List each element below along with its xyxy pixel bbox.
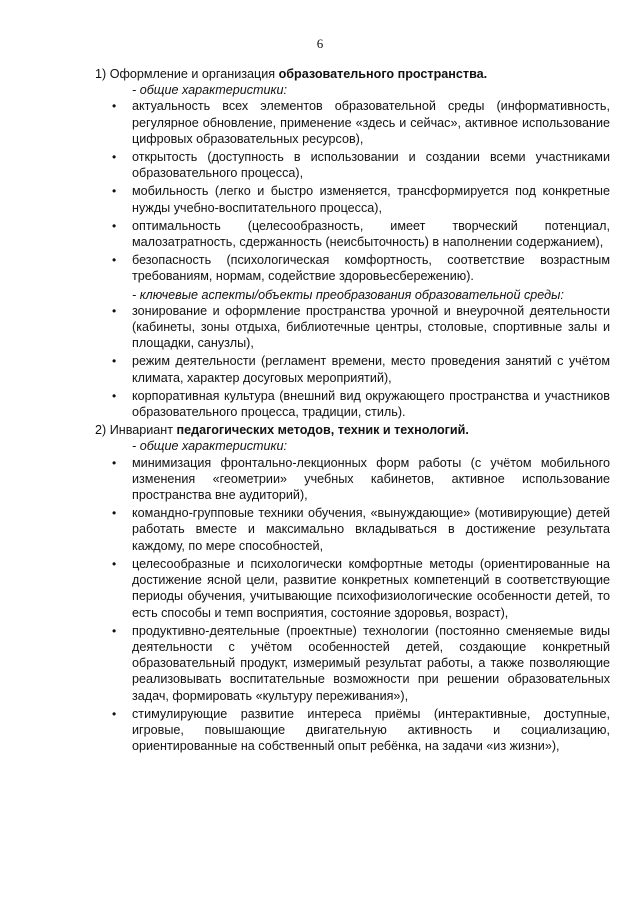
- document-body: [95, 66, 610, 756]
- section-1-title: Оформление и организация: [109, 67, 279, 81]
- section-2-general-list: [95, 455, 610, 755]
- list-item: • командно-групповые техники обучения, «вынуждающие» (мотивирующие) детей работать вместе и максимально вкладываться в достижение результата каждому, по мере способностей,: [112, 506, 610, 553]
- section-1-subheading-aspects: - ключевые аспекты/объекты преобразования образовательной среды:: [132, 287, 564, 302]
- bullet-icon: •: [112, 506, 117, 521]
- bullet-icon: •: [112, 556, 117, 571]
- bullet-icon: •: [112, 303, 117, 318]
- section-2-subheading-general: - общие характеристики:: [132, 439, 288, 454]
- section-2-title: Инвариант: [109, 423, 177, 438]
- list-item: • зонирование и оформление пространства урочной и внеурочной деятельности (кабинеты, зоны отдыха, библиотечные центры, столовые, спортивные залы и площадки, санузлы),: [112, 303, 610, 351]
- list-item: • актуальность всех элементов образовательной среды (информативность, регулярное обновление, применение «здесь и сейчас», активное использование цифровых образовательных ресурсов),: [112, 99, 610, 146]
- bullet-icon: •: [112, 354, 117, 369]
- list-item: • корпоративная культура (внешний вид окружающего пространства и участников образовательного процесса, традиции, стиль).: [112, 388, 610, 420]
- section-1-subheading-general: - общие характеристики:: [132, 83, 288, 98]
- list-item: • целесообразные и психологически комфортные методы (ориентированные на достижение ясной цели, развитие конкретных компетенций в соответствующие периоды обучения, учитывающие психофизиологические особенности детей, то есть способы и темп восприятия, состояние здоровья, возраст),: [112, 556, 610, 620]
- bullet-icon: •: [112, 253, 117, 268]
- section-2-title-bold: педагогических методов, техник и технологий.: [176, 423, 469, 438]
- bullet-icon: •: [112, 218, 117, 233]
- bullet-icon: •: [112, 706, 117, 721]
- bullet-icon: •: [112, 150, 117, 165]
- section-2-number: 2): [95, 423, 107, 438]
- section-1-general-list: [95, 98, 610, 284]
- list-item: • продуктивно-деятельные (проектные) технологии (постоянно сменяемые виды деятельности с учётом особенностей детей, создающие конкретный образовательный продукт, измеримый результат работы, а также позволяющие реализовывать воспитательные возможности при решении образовательных задач, формировать «культуру переживания»),: [112, 623, 610, 703]
- list-item: • мобильность (легко и быстро изменяется, трансформируется под конкретные нужды учебно-воспитательного процесса),: [112, 184, 610, 215]
- section-1-heading: [95, 66, 610, 82]
- section-2-heading: [95, 422, 610, 438]
- page-number: 6: [316, 36, 324, 51]
- section-1-title-bold: образовательного пространства.: [278, 67, 488, 81]
- list-item: • открытость (доступность в использовании и создании всеми участниками образовательного процесса),: [112, 150, 610, 181]
- list-item: • минимизация фронтально-лекционных форм работы (с учётом мобильного изменения «геометрии» учебных кабинетов, активное использование пространства вне аудиторий),: [112, 455, 610, 503]
- list-item: • стимулирующие развитие интереса приёмы (интерактивные, доступные, игровые, повышающие двигательную активность и социализацию, ориентированные на собственный опыт ребёнка, на задачи «из жизни»),: [112, 706, 610, 754]
- list-item: • безопасность (психологическая комфортность, соответствие возрастным требованиям, нормам, содействие здоровьесбережению).: [112, 253, 610, 284]
- bullet-icon: •: [112, 184, 117, 199]
- list-item: • режим деятельности (регламент времени, место проведения занятий с учётом климата, характер досуговых мероприятий),: [112, 354, 610, 385]
- bullet-icon: •: [112, 455, 117, 470]
- section-1-aspects-list: [95, 303, 610, 420]
- list-item: • оптимальность (целесообразность, имеет творческий потенциал, малозатратность, сдержанность (неисбыточность) в наполнении содержанием),: [112, 218, 610, 250]
- section-1-number: 1): [95, 67, 107, 81]
- bullet-icon: •: [112, 388, 117, 403]
- bullet-icon: •: [112, 623, 117, 638]
- bullet-icon: •: [112, 99, 117, 114]
